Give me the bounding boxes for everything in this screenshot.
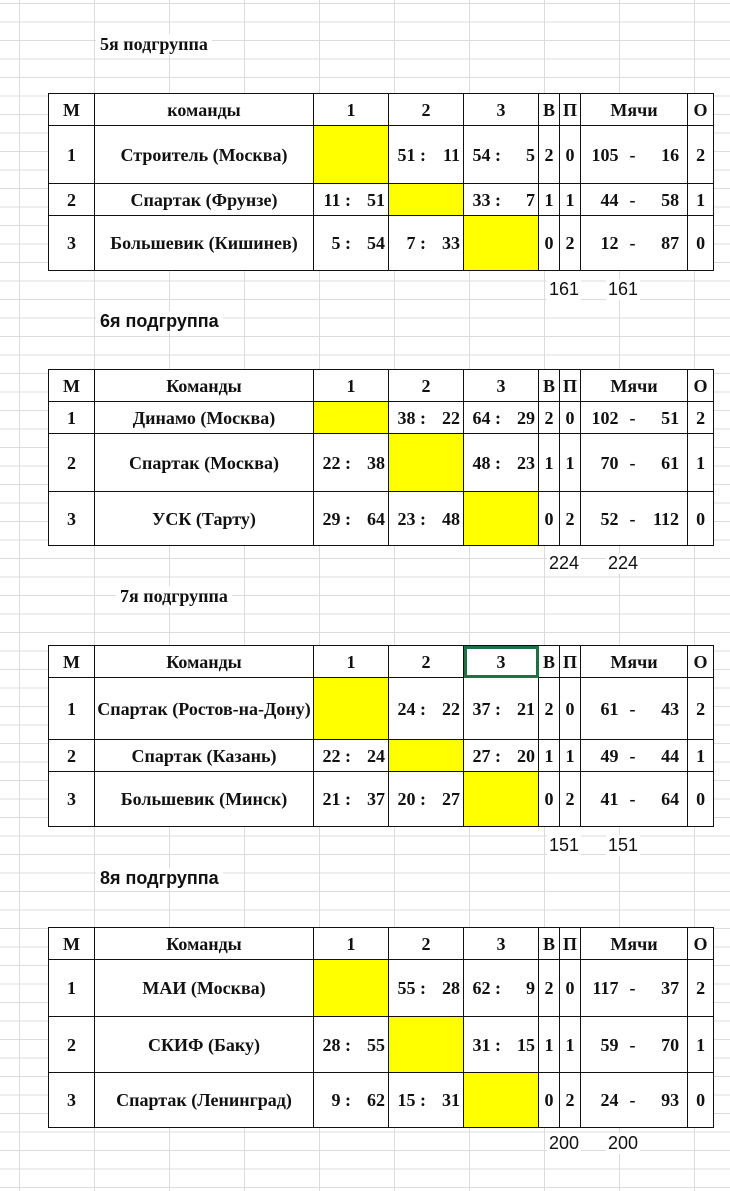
self-cell[interactable] [314,402,389,434]
table-row [49,434,714,492]
col-wins[interactable]: В [539,370,560,402]
col-wins[interactable]: В [539,928,560,960]
score-cell[interactable]: 31 [429,1073,464,1128]
points-cell[interactable]: 1 [688,740,714,772]
score-cell[interactable]: 37 [354,772,389,827]
score-cell[interactable]: 23 [389,492,418,546]
col-wins[interactable]: В [539,646,560,678]
table-row [49,1017,714,1073]
score-cell[interactable]: 48 [429,492,464,546]
balls-for-cell[interactable]: 59 [581,1017,621,1073]
points-cell[interactable]: 0 [688,492,714,546]
balls-dash[interactable]: - [621,1017,645,1073]
score-cell[interactable]: 23 [504,434,539,492]
wins-cell[interactable]: 1 [539,1017,560,1073]
wins-cell[interactable]: 2 [539,126,560,184]
place-cell[interactable]: 1 [49,126,95,184]
score-separator[interactable]: : [418,678,429,740]
balls-for-cell[interactable]: 49 [581,740,621,772]
score-cell[interactable]: 24 [389,678,418,740]
losses-cell[interactable]: 2 [560,216,581,271]
balls-against-total: 200 [608,1133,639,1153]
score-cell[interactable]: 38 [389,402,418,434]
table-row [49,126,714,184]
score-separator[interactable]: : [343,772,354,827]
wins-cell[interactable]: 1 [539,434,560,492]
balls-for-cell[interactable]: 44 [581,184,621,216]
team-cell[interactable]: Строитель (Москва) [95,126,314,184]
team-cell[interactable]: Спартак (Москва) [95,434,314,492]
col-balls[interactable]: Мячи [581,646,688,678]
wins-cell[interactable]: 2 [539,402,560,434]
score-cell[interactable]: 51 [389,126,418,184]
col-place[interactable]: М [49,94,95,126]
balls-dash[interactable]: - [621,402,645,434]
points-cell[interactable]: 0 [688,772,714,827]
table-row [49,216,714,271]
score-cell[interactable]: 54 [464,126,493,184]
balls-against-cell[interactable]: 93 [645,1073,688,1128]
points-cell[interactable]: 0 [688,216,714,271]
balls-dash[interactable]: - [621,740,645,772]
col-1[interactable]: 1 [314,370,389,402]
score-separator[interactable]: : [493,126,504,184]
col-3-selected-cell[interactable]: 3 [464,646,539,678]
score-separator[interactable]: : [343,1017,354,1073]
score-separator[interactable]: : [493,678,504,740]
wins-cell[interactable]: 0 [539,1073,560,1128]
wins-cell[interactable]: 2 [539,960,560,1017]
wins-cell[interactable]: 1 [539,184,560,216]
balls-for-total: 200 [549,1133,580,1153]
score-cell[interactable]: 21 [504,678,539,740]
score-cell[interactable]: 5 [314,216,343,271]
col-balls[interactable]: Мячи [581,928,688,960]
score-cell[interactable]: 48 [464,434,493,492]
col-1[interactable]: 1 [314,94,389,126]
score-separator[interactable]: : [418,960,429,1017]
wins-cell[interactable]: 0 [539,216,560,271]
self-cell[interactable] [389,740,464,772]
table-row [49,1073,714,1128]
col-wins[interactable]: В [539,94,560,126]
score-cell[interactable]: 51 [354,184,389,216]
score-cell[interactable]: 21 [314,772,343,827]
score-cell[interactable]: 7 [389,216,418,271]
group-5-table [48,93,714,271]
losses-cell[interactable]: 1 [560,434,581,492]
team-cell[interactable]: Динамо (Москва) [95,402,314,434]
group-8-title: 8я подгруппа [96,868,223,889]
score-cell[interactable]: 11 [314,184,343,216]
balls-against-cell[interactable]: 112 [645,492,688,546]
score-cell[interactable]: 9 [314,1073,343,1128]
balls-dash[interactable]: - [621,126,645,184]
col-2[interactable]: 2 [389,928,464,960]
self-cell[interactable] [389,184,464,216]
team-cell[interactable]: СКИФ (Баку) [95,1017,314,1073]
team-cell[interactable]: Спартак (Ростов-на-Дону) [95,678,314,740]
col-teams[interactable]: Команды [95,370,314,402]
balls-for-cell[interactable]: 41 [581,772,621,827]
self-cell[interactable] [389,434,464,492]
col-points[interactable]: О [688,370,714,402]
balls-dash[interactable]: - [621,772,645,827]
balls-for-cell[interactable]: 61 [581,678,621,740]
team-cell[interactable]: Спартак (Ленинград) [95,1073,314,1128]
team-cell[interactable]: Большевик (Кишинев) [95,216,314,271]
score-separator[interactable]: : [343,434,354,492]
balls-for-cell[interactable]: 117 [581,960,621,1017]
header-row [49,370,714,402]
balls-against-total: 161 [608,279,639,299]
group-5-title: 5я подгруппа [96,34,212,55]
team-cell[interactable]: Спартак (Фрунзе) [95,184,314,216]
balls-dash[interactable]: - [621,434,645,492]
score-cell[interactable]: 33 [429,216,464,271]
team-cell[interactable]: Большевик (Минск) [95,772,314,827]
col-points[interactable]: О [688,646,714,678]
balls-for-cell[interactable]: 12 [581,216,621,271]
score-separator[interactable]: : [343,184,354,216]
losses-cell[interactable]: 2 [560,1073,581,1128]
place-cell[interactable]: 3 [49,1073,95,1128]
self-cell[interactable] [464,772,539,827]
score-cell[interactable]: 29 [314,492,343,546]
losses-cell[interactable]: 1 [560,740,581,772]
losses-cell[interactable]: 0 [560,402,581,434]
score-separator[interactable]: : [343,740,354,772]
score-cell[interactable]: 62 [354,1073,389,1128]
score-cell[interactable]: 64 [354,492,389,546]
col-points[interactable]: О [688,928,714,960]
balls-against-cell[interactable]: 87 [645,216,688,271]
balls-for-cell[interactable]: 102 [581,402,621,434]
score-cell[interactable]: 15 [504,1017,539,1073]
score-separator[interactable]: : [493,184,504,216]
balls-against-cell[interactable]: 44 [645,740,688,772]
balls-against-total: 224 [608,553,639,573]
table-row [49,402,714,434]
score-cell[interactable]: 29 [504,402,539,434]
group-8-table [48,927,714,1128]
score-cell[interactable]: 37 [464,678,493,740]
self-cell[interactable] [389,1017,464,1073]
score-separator[interactable]: : [418,772,429,827]
score-cell[interactable]: 55 [354,1017,389,1073]
balls-against-cell[interactable]: 43 [645,678,688,740]
score-cell[interactable]: 31 [464,1017,493,1073]
wins-cell[interactable]: 1 [539,740,560,772]
team-cell[interactable]: Спартак (Казань) [95,740,314,772]
place-cell[interactable]: 3 [49,772,95,827]
place-cell[interactable]: 1 [49,402,95,434]
points-cell[interactable]: 1 [688,1017,714,1073]
score-cell[interactable]: 55 [389,960,418,1017]
score-cell[interactable]: 62 [464,960,493,1017]
score-cell[interactable]: 24 [354,740,389,772]
group-7-title: 7я подгруппа [116,586,232,607]
place-cell[interactable]: 2 [49,740,95,772]
losses-cell[interactable]: 1 [560,184,581,216]
col-balls[interactable]: Мячи [581,370,688,402]
place-cell[interactable]: 2 [49,434,95,492]
col-2[interactable]: 2 [389,646,464,678]
header-row [49,646,714,678]
col-losses[interactable]: П [560,94,581,126]
score-cell[interactable]: 33 [464,184,493,216]
score-separator[interactable]: : [418,216,429,271]
points-cell[interactable]: 2 [688,402,714,434]
balls-against-cell[interactable]: 70 [645,1017,688,1073]
wins-cell[interactable]: 2 [539,678,560,740]
score-cell[interactable]: 28 [314,1017,343,1073]
place-cell[interactable]: 2 [49,184,95,216]
losses-cell[interactable]: 2 [560,492,581,546]
score-separator[interactable]: : [418,492,429,546]
losses-cell[interactable]: 0 [560,960,581,1017]
header-row [49,94,714,126]
losses-cell[interactable]: 0 [560,126,581,184]
points-cell[interactable]: 1 [688,434,714,492]
balls-against-cell[interactable]: 37 [645,960,688,1017]
points-cell[interactable]: 1 [688,184,714,216]
balls-for-total: 151 [549,835,580,855]
score-cell[interactable]: 38 [354,434,389,492]
score-cell[interactable]: 7 [504,184,539,216]
self-cell[interactable] [314,960,389,1017]
table-row [49,740,714,772]
table-row [49,960,714,1017]
col-place[interactable]: М [49,928,95,960]
col-3[interactable]: 3 [464,94,539,126]
balls-for-cell[interactable]: 105 [581,126,621,184]
score-cell[interactable]: 54 [354,216,389,271]
score-separator[interactable]: : [493,740,504,772]
score-cell[interactable]: 64 [464,402,493,434]
col-losses[interactable]: П [560,370,581,402]
table-row [49,184,714,216]
points-cell[interactable]: 0 [688,1073,714,1128]
balls-against-cell[interactable]: 64 [645,772,688,827]
place-cell[interactable]: 2 [49,1017,95,1073]
balls-against-cell[interactable]: 58 [645,184,688,216]
score-separator[interactable]: : [493,1017,504,1073]
col-3[interactable]: 3 [464,370,539,402]
score-cell[interactable]: 27 [464,740,493,772]
col-2[interactable]: 2 [389,94,464,126]
score-separator[interactable]: : [343,216,354,271]
balls-against-cell[interactable]: 16 [645,126,688,184]
score-separator[interactable]: : [418,402,429,434]
place-cell[interactable]: 3 [49,492,95,546]
team-cell[interactable]: МАИ (Москва) [95,960,314,1017]
group-6-table [48,369,714,546]
col-teams[interactable]: Команды [95,646,314,678]
table-row [49,772,714,827]
place-cell[interactable]: 1 [49,960,95,1017]
balls-for-cell[interactable]: 24 [581,1073,621,1128]
points-cell[interactable]: 2 [688,960,714,1017]
balls-against-total: 151 [608,835,639,855]
self-cell[interactable] [464,1073,539,1128]
col-balls[interactable]: Мячи [581,94,688,126]
score-cell[interactable]: 11 [429,126,464,184]
header-row [49,928,714,960]
group-6-title: 6я подгруппа [96,311,223,332]
score-cell[interactable]: 28 [429,960,464,1017]
balls-for-total: 224 [549,553,580,573]
balls-against-cell[interactable]: 61 [645,434,688,492]
balls-for-cell[interactable]: 70 [581,434,621,492]
balls-dash[interactable]: - [621,492,645,546]
score-cell[interactable]: 20 [389,772,418,827]
team-cell[interactable]: УСК (Тарту) [95,492,314,546]
col-teams[interactable]: команды [95,94,314,126]
self-cell[interactable] [464,492,539,546]
score-cell[interactable]: 22 [429,402,464,434]
losses-cell[interactable]: 0 [560,678,581,740]
score-cell[interactable]: 22 [429,678,464,740]
score-cell[interactable]: 20 [504,740,539,772]
score-separator[interactable]: : [343,492,354,546]
balls-against-cell[interactable]: 51 [645,402,688,434]
self-cell[interactable] [464,216,539,271]
losses-cell[interactable]: 1 [560,1017,581,1073]
score-separator[interactable]: : [343,1073,354,1128]
col-2[interactable]: 2 [389,370,464,402]
col-place[interactable]: М [49,370,95,402]
balls-for-cell[interactable]: 52 [581,492,621,546]
wins-cell[interactable]: 0 [539,492,560,546]
score-cell[interactable]: 22 [314,740,343,772]
balls-dash[interactable]: - [621,1073,645,1128]
score-cell[interactable]: 15 [389,1073,418,1128]
col-3[interactable]: 3 [464,928,539,960]
score-cell[interactable]: 27 [429,772,464,827]
group-7-table [48,645,714,827]
col-losses[interactable]: П [560,646,581,678]
score-cell[interactable]: 5 [504,126,539,184]
balls-for-total: 161 [549,279,580,299]
score-separator[interactable]: : [493,960,504,1017]
balls-dash[interactable]: - [621,184,645,216]
table-row [49,678,714,740]
place-cell[interactable]: 1 [49,678,95,740]
losses-cell[interactable]: 2 [560,772,581,827]
points-cell[interactable]: 2 [688,678,714,740]
place-cell[interactable]: 3 [49,216,95,271]
self-cell[interactable] [314,126,389,184]
wins-cell[interactable]: 0 [539,772,560,827]
self-cell[interactable] [314,678,389,740]
balls-dash[interactable]: - [621,216,645,271]
score-cell[interactable]: 22 [314,434,343,492]
col-1[interactable]: 1 [314,928,389,960]
score-separator[interactable]: : [418,1073,429,1128]
table-row [49,492,714,546]
score-separator[interactable]: : [418,126,429,184]
col-teams[interactable]: Команды [95,928,314,960]
points-cell[interactable]: 2 [688,126,714,184]
score-cell[interactable]: 9 [504,960,539,1017]
score-separator[interactable]: : [493,434,504,492]
score-separator[interactable]: : [493,402,504,434]
col-place[interactable]: М [49,646,95,678]
col-1[interactable]: 1 [314,646,389,678]
balls-dash[interactable]: - [621,678,645,740]
col-losses[interactable]: П [560,928,581,960]
col-points[interactable]: О [688,94,714,126]
balls-dash[interactable]: - [621,960,645,1017]
